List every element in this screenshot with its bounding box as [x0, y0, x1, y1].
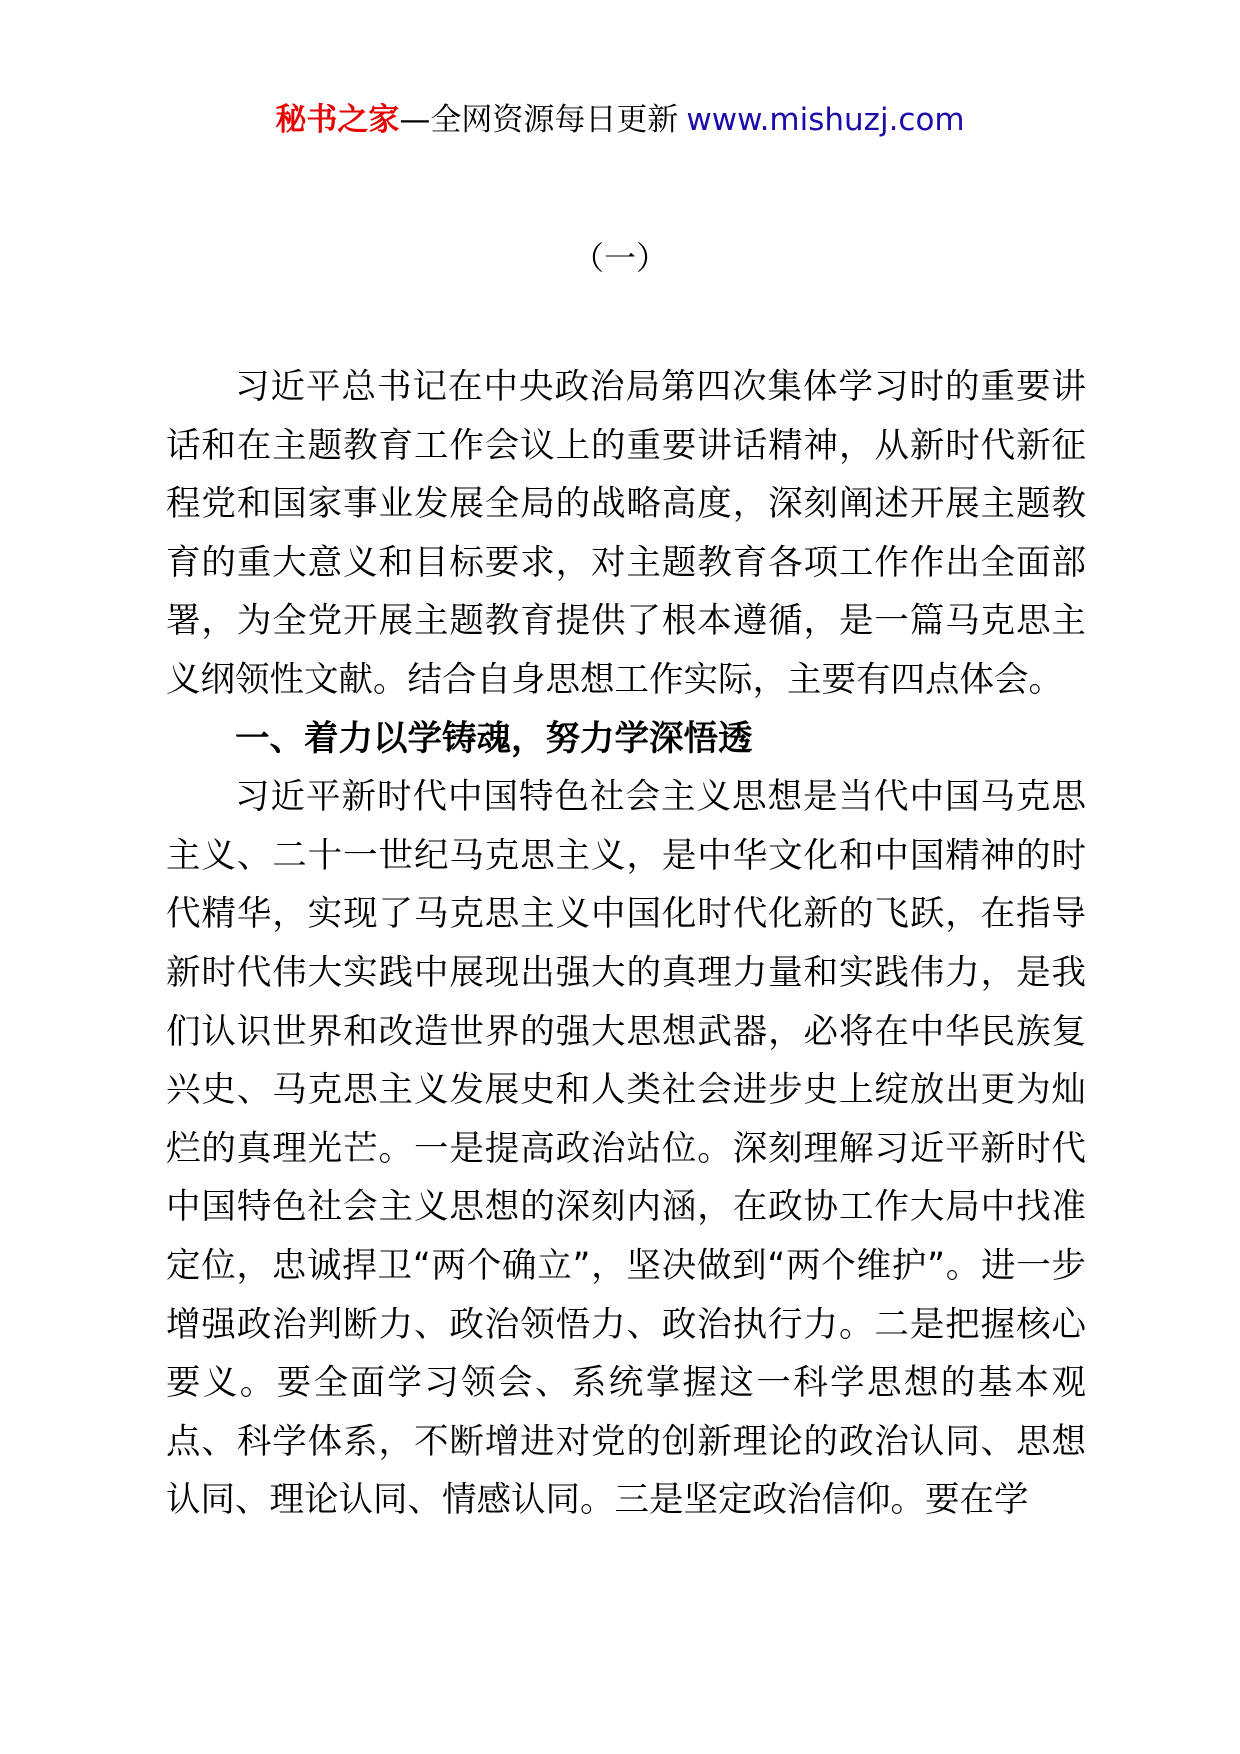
page-header: [0, 100, 1240, 140]
header-tagline: —全网资源每日更新: [399, 102, 679, 138]
section-heading-1: 一、着力以学铸魂，努力学深悟透: [235, 718, 753, 759]
document-body: [166, 358, 1086, 1530]
intro-paragraph: 习近平总书记在中央政治局第四次集体学习时的重要讲话和在主题教育工作会议上的重要讲话精神，从新时代新征程党和国家事业发展全局的战略高度，深刻阐述开展主题教育的重大意义和目标要求，对主题教育各项工作作出全面部署，为全党开展主题教育提供了根本遵循，是一篇马克思主义纲领性文献。结合自身思想工作实际，主要有四点体会。: [166, 367, 1086, 700]
section-marker: （一）: [571, 239, 668, 277]
header-brand: 秘书之家: [275, 102, 400, 138]
body-paragraph-1: 习近平新时代中国特色社会主义思想是当代中国马克思主义、二十一世纪马克思主义，是中华文化和中国精神的时代精华，实现了马克思主义中国化时代化新的飞跃，在指导新时代伟大实践中展现出强大的真理力量和实践伟力，是我们认识世界和改造世界的强大思想武器，必将在中华民族复兴史、马克思主义发展史和人类社会进步史上绽放出更为灿烂的真理光芒。一是提高政治站位。深刻理解习近平新时代中国特色社会主义思想的深刻内涵，在政协工作大局中找准定位，忠诚捍卫“两个确立”，坚决做到“两个维护”。进一步增强政治判断力、政治领悟力、政治执行力。二是把握核心要义。要全面学习领会、系统掌握这一科学思想的基本观点、科学体系，不断增进对党的创新理论的政治认同、思想认同、理论认同、情感认同。三是坚定政治信仰。要在学: [166, 777, 1086, 1521]
header-url-link[interactable]: www.mishuzj.com: [686, 102, 965, 138]
